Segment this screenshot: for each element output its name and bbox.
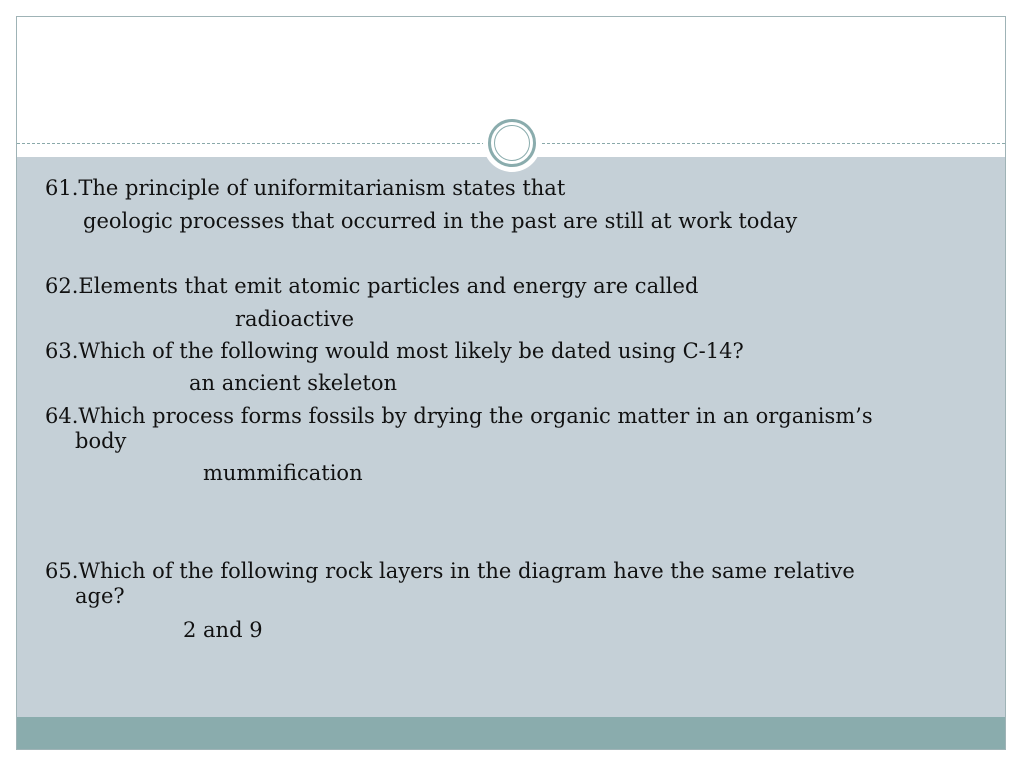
q63-answer: an ancient skeleton (189, 371, 397, 395)
footer-band (17, 717, 1005, 750)
q65-question-line2: age? (75, 584, 125, 608)
q61-question: 61.The principle of uniformitarianism states that (45, 176, 566, 200)
q63-question: 63.Which of the following would most likely be dated using C-14? (45, 339, 744, 363)
q62-answer: radioactive (235, 307, 355, 331)
q64-question-line1: 64.Which process forms fossils by drying the organic matter in an organism’s (45, 404, 873, 428)
q65-answer: 2 and 9 (183, 618, 263, 642)
q64-answer: mummification (203, 461, 363, 485)
q64-question-line2: body (75, 429, 127, 453)
q62-question: 62.Elements that emit atomic particles and energy are called (45, 274, 699, 298)
q65-question-line1: 65.Which of the following rock layers in the diagram have the same relative (45, 559, 855, 583)
content-area (17, 157, 1005, 717)
slide (16, 16, 1006, 750)
q61-answer: geologic processes that occurred in the past are still at work today (83, 209, 798, 233)
circle-ornament-inner (494, 125, 530, 161)
